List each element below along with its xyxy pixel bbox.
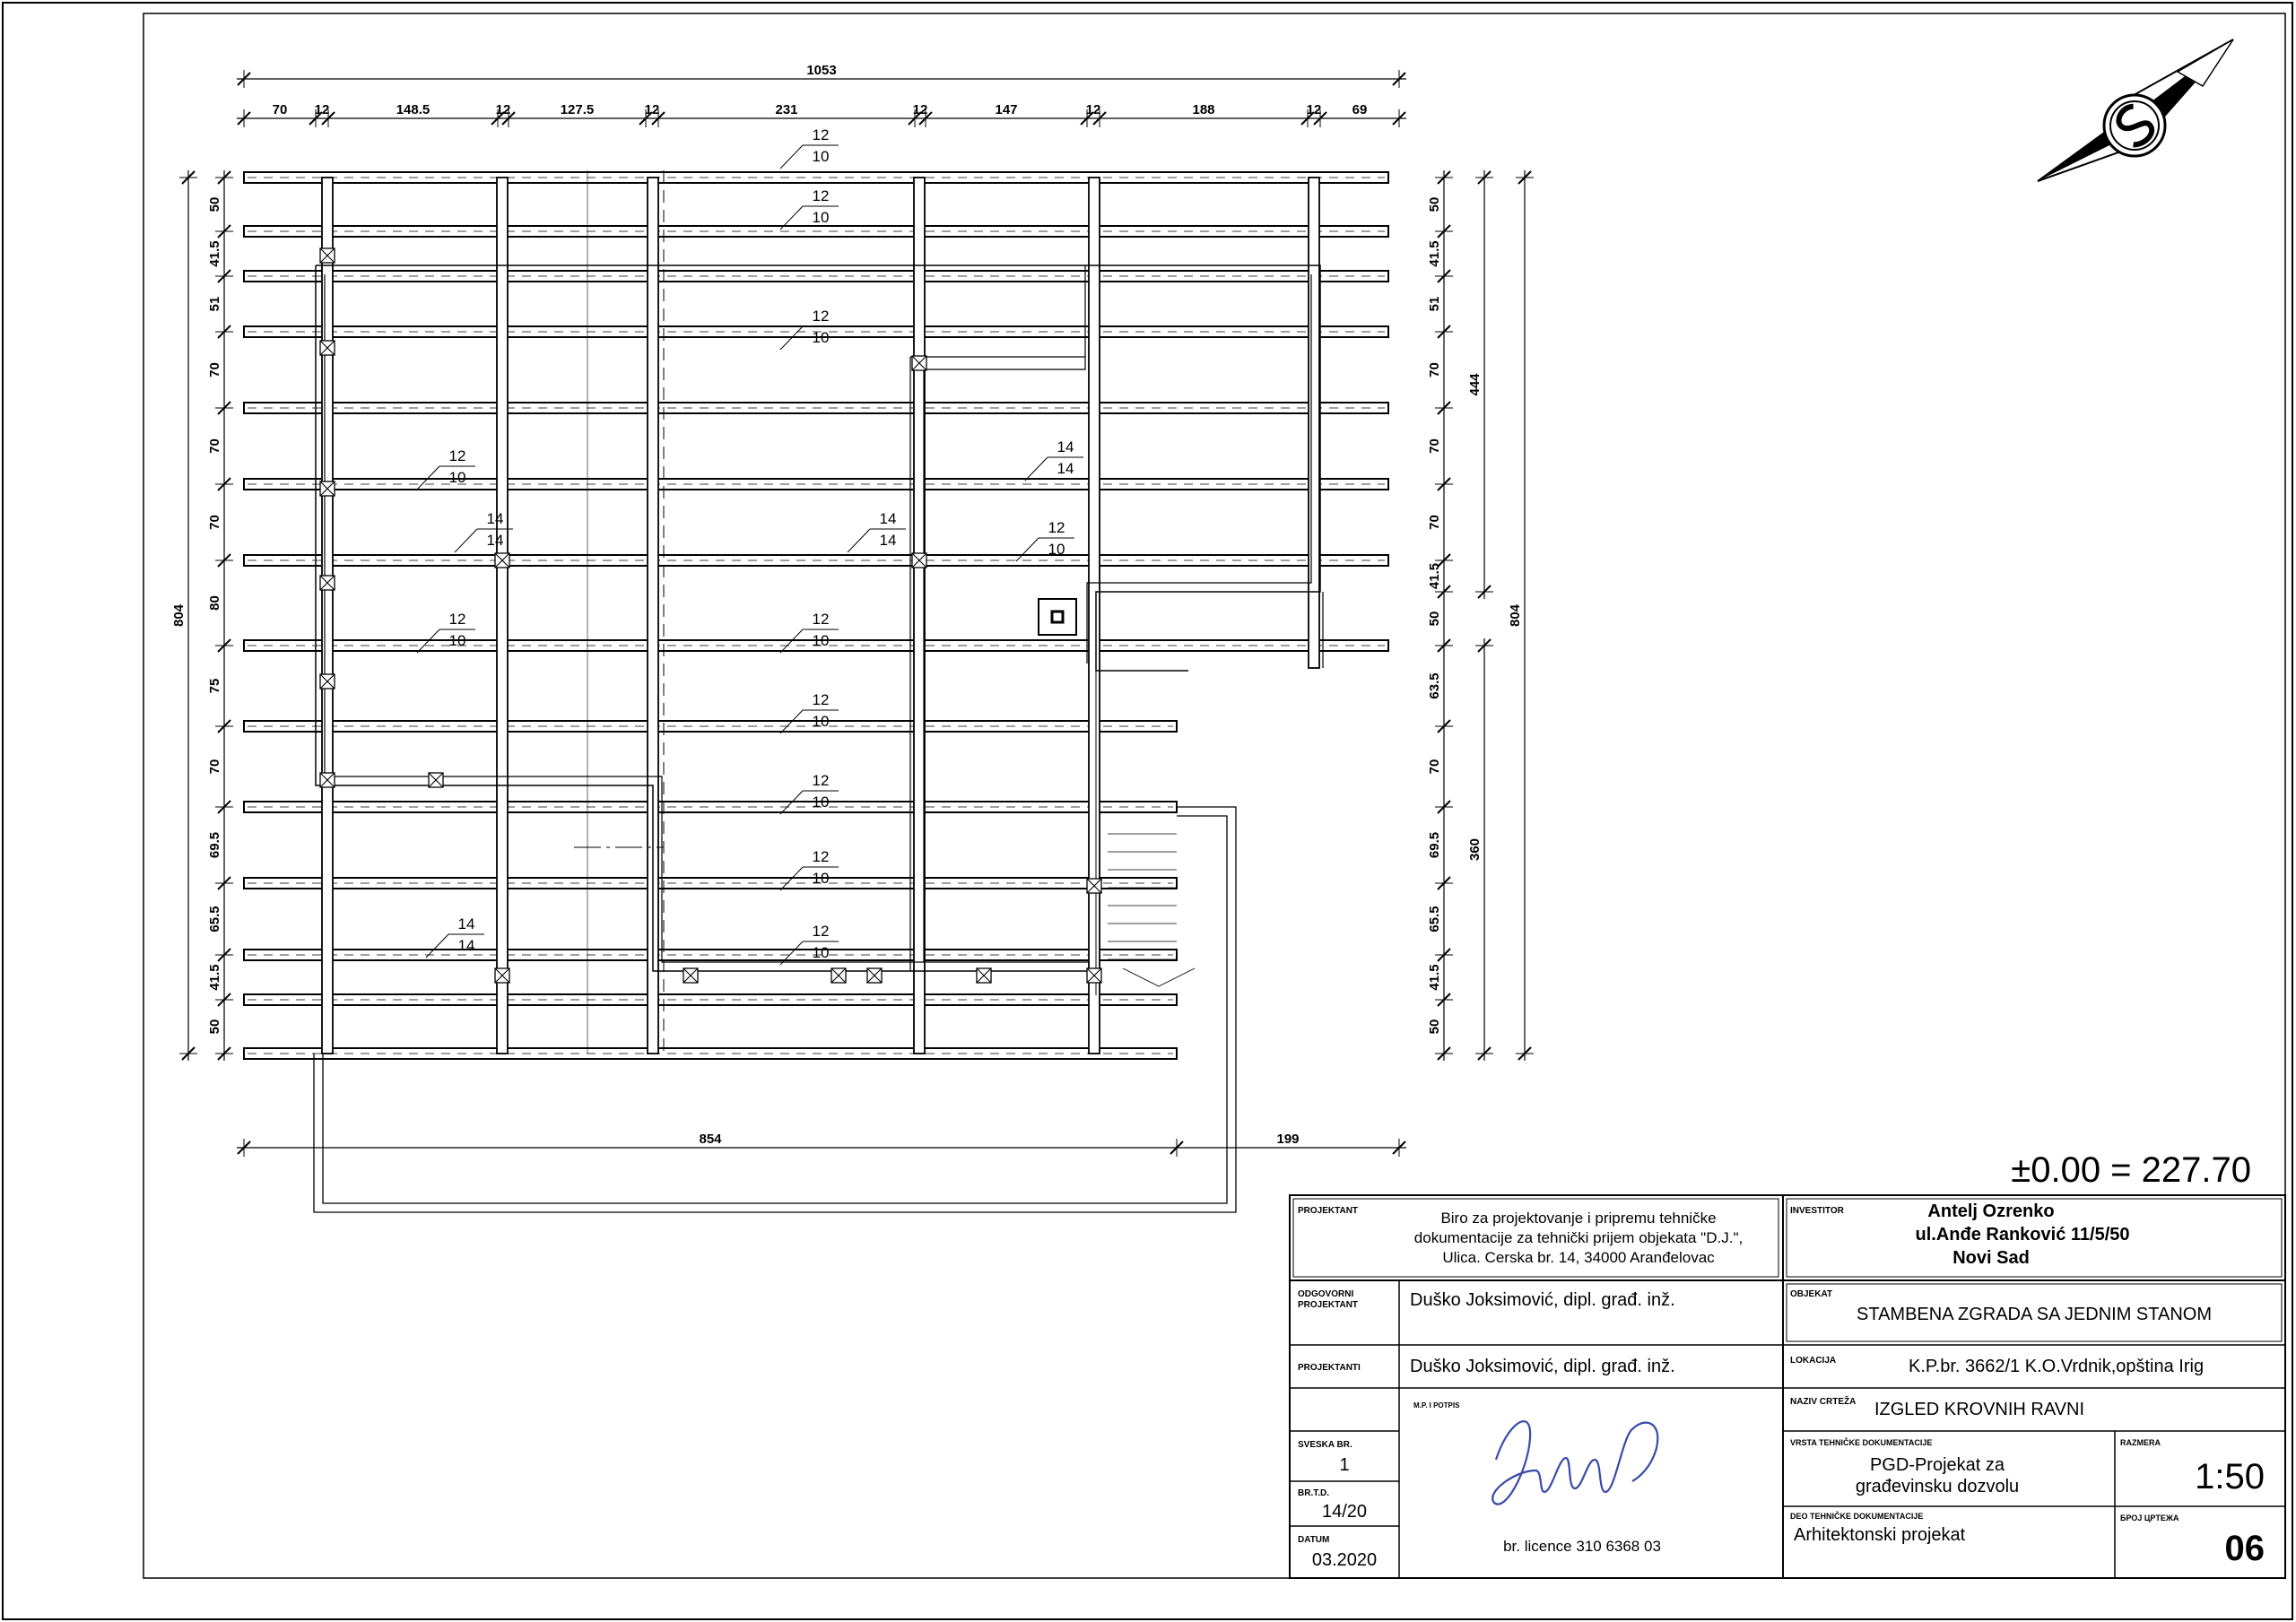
dim-top-seg-text: 12 (1306, 102, 1322, 117)
joist-label-leader (1025, 457, 1048, 481)
naziv-value: IZGLED KROVNIH RAVNI (1874, 1400, 2085, 1419)
joist-label-top: 12 (812, 126, 830, 143)
dim-left-seg-text: 70 (207, 515, 222, 530)
projektant-line-1: Biro za projektovanje i pripremu tehničke (1440, 1210, 1717, 1227)
odgovorni-value: Duško Joksimović, dipl. građ. inž. (1410, 1290, 1675, 1310)
north-arrow-logo-icon (2038, 39, 2233, 181)
post (497, 178, 508, 1054)
dim-left-seg-text: 65.5 (207, 906, 222, 932)
dim-right-seg-text: 41.5 (1427, 562, 1442, 590)
dim-right-seg-text: 65.5 (1427, 906, 1442, 932)
sveska-value: 1 (1339, 1455, 1350, 1475)
joist-label-bottom: 14 (486, 532, 504, 549)
joist-label-top: 12 (812, 848, 830, 865)
dim-right-seg-text: 70 (1427, 362, 1442, 377)
joist-label-top: 12 (812, 187, 830, 204)
dim-right-sub2-text: 360 (1467, 837, 1483, 862)
dim-right-seg-text: 50 (1427, 196, 1442, 213)
joist-label (848, 510, 906, 552)
deo-value: Arhitektonski projekat (1794, 1525, 1966, 1545)
joist-label-bottom: 14 (457, 937, 475, 954)
licence-number: br. licence 310 6368 03 (1503, 1538, 1661, 1555)
dim-left-seg-text: 50 (207, 1019, 222, 1035)
joist-label-bottom: 10 (812, 632, 830, 649)
joist-label-top: 12 (812, 611, 830, 628)
joist-label-top: 12 (448, 611, 466, 628)
objekat-label: OBJEKAT (1790, 1289, 1833, 1299)
dim-left-seg-text: 51 (207, 296, 222, 312)
wall-inner (325, 274, 1090, 962)
investitor-name: Antelj Ozrenko (1927, 1201, 2055, 1221)
dim-top-seg-text: 148.5 (396, 102, 430, 117)
post (914, 178, 925, 1054)
dim-top-seg-text: 188 (1192, 102, 1215, 117)
odgovorni-label-2: PROJEKTANT (1298, 1300, 1359, 1310)
projektant-line-3: Ulica. Cerska br. 14, 34000 Aranđelovac (1442, 1249, 1715, 1266)
post (1309, 178, 1319, 668)
joist-label-top: 14 (457, 915, 475, 932)
signature-image (1492, 1421, 1657, 1504)
dim-left-seg-text: 41.5 (207, 964, 222, 991)
stair-arrow (1123, 968, 1195, 986)
joist-label-bottom: 10 (812, 713, 830, 730)
joist-label-top: 12 (812, 691, 830, 708)
joist-label-leader (780, 145, 803, 169)
dim-top-seg-text: 147 (995, 102, 1018, 117)
dim-bottom-text: 854 (699, 1132, 722, 1147)
dim-top-seg-text: 12 (1085, 102, 1101, 117)
broj-label: БРОЈ ЦРТЕЖА (2120, 1514, 2179, 1522)
dim-left-seg-text: 50 (207, 196, 222, 213)
dim-right-seg-text: 50 (1427, 611, 1442, 627)
deo-label: DEO TEHNIČKE DOKUMENTACIJE (1790, 1512, 1924, 1521)
investitor-address: ul.Anđe Ranković 11/5/50 (1915, 1225, 2130, 1245)
dim-left-seg-text: 70 (207, 759, 222, 775)
dim-right-sub1-text: 444 (1467, 373, 1483, 396)
lokacija-label: LOKACIJA (1790, 1356, 1837, 1366)
dim-top-seg-text: 70 (272, 102, 288, 117)
vrsta-line-1: PGD-Projekat za (1869, 1455, 2005, 1475)
dim-right-seg-text: 41.5 (1427, 964, 1442, 991)
joist-label-leader (455, 529, 477, 552)
dim-top-seg-text: 127.5 (560, 102, 595, 117)
dim-left-seg-text: 80 (207, 595, 222, 611)
joist-label-bottom: 14 (879, 532, 897, 549)
dim-right-seg-text: 51 (1427, 296, 1442, 312)
joist-label-bottom: 10 (448, 469, 466, 486)
mp-label: M.P. I POTPIS (1413, 1401, 1460, 1409)
joist-label (780, 126, 839, 169)
lokacija-value: K.P.br. 3662/1 K.O.Vrdnik,opština Irig (1909, 1357, 2205, 1376)
broj-value: 06 (2224, 1529, 2265, 1568)
joist-label-leader (848, 529, 870, 552)
razmera-label: RAZMERA (2120, 1438, 2161, 1447)
dim-right-seg-text: 63.5 (1427, 672, 1442, 699)
joist-label-bottom: 10 (812, 148, 830, 165)
joist-label-top: 12 (812, 923, 830, 940)
projektanti-label: PROJEKTANTI (1298, 1363, 1361, 1373)
elevation-label: ±0.00 = 227.70 (2011, 1150, 2251, 1190)
projektant-line-2: dokumentacije za tehnički prijem objekata "D.J.", (1413, 1229, 1744, 1246)
joist-label (780, 187, 839, 230)
joist-label-top: 12 (1048, 519, 1065, 536)
dim-top-seg-text: 12 (912, 102, 928, 117)
dim-right-seg-text: 70 (1427, 438, 1442, 454)
projektant-label: PROJEKTANT (1298, 1206, 1359, 1216)
dim-right-seg-text: 41.5 (1427, 240, 1442, 267)
joist-label-bottom: 10 (812, 794, 830, 811)
vrsta-line-2: građevinsku dozvolu (1855, 1477, 2020, 1496)
dim-top-overall-text: 1053 (806, 63, 837, 78)
joist-label-bottom: 14 (1057, 460, 1074, 477)
joist-label (1025, 438, 1083, 481)
title-block-text (1298, 1201, 2265, 1570)
dim-bottom-text: 199 (1276, 1132, 1300, 1147)
dim-left-overall-text: 804 (171, 603, 187, 628)
dim-left-seg-text: 75 (207, 678, 222, 694)
vrsta-label: VRSTA TEHNIČKE DOKUMENTACIJE (1790, 1438, 1933, 1447)
dim-left-seg-text: 70 (207, 362, 222, 377)
dim-left-seg-text: 69.5 (207, 831, 222, 859)
brtd-value: 14/20 (1321, 1502, 1368, 1522)
naziv-label: NAZIV CRTEŽA (1790, 1397, 1857, 1407)
dim-left-seg-text: 41.5 (207, 240, 222, 267)
joist-labels (417, 126, 1083, 965)
dim-left-seg-text: 70 (207, 438, 222, 454)
dim-top-seg-text: 69 (1352, 102, 1368, 117)
sveska-label: SVESKA BR. (1298, 1440, 1352, 1450)
chimney-flue (1052, 612, 1063, 622)
dim-right-overall-text: 804 (1508, 603, 1523, 628)
joist-label-bottom: 10 (1048, 541, 1065, 558)
brtd-label: BR.T.D. (1298, 1488, 1329, 1498)
datum-label: DATUM (1298, 1535, 1330, 1545)
joist-label-top: 14 (879, 510, 897, 527)
dim-right-seg-text: 50 (1427, 1019, 1442, 1035)
projektanti-value: Duško Joksimović, dipl. građ. inž. (1410, 1357, 1675, 1376)
joist-label-bottom: 10 (448, 632, 466, 649)
dim-right-seg-text: 70 (1427, 759, 1442, 775)
dim-top-seg-text: 12 (495, 102, 511, 117)
inner-frame (144, 13, 2285, 1578)
dim-right-seg-text: 69.5 (1427, 831, 1442, 859)
investitor-city: Novi Sad (1952, 1248, 2030, 1268)
dim-right-seg-text: 70 (1427, 515, 1442, 530)
joist-label-bottom: 10 (812, 870, 830, 887)
dim-top-seg-text: 12 (644, 102, 660, 117)
datum-value: 03.2020 (1311, 1550, 1378, 1570)
dim-top-seg-text: 231 (775, 102, 798, 117)
odgovorni-label-1: ODGOVORNI (1298, 1289, 1354, 1299)
joist-label-top: 12 (812, 772, 830, 789)
joist-label-top: 12 (448, 447, 466, 464)
joist-label-top: 14 (486, 510, 504, 527)
joist-label-bottom: 10 (812, 209, 830, 226)
wall-outline (316, 265, 1099, 971)
razmera-value: 1:50 (2195, 1457, 2265, 1496)
post (1089, 178, 1100, 1054)
post (322, 178, 333, 1054)
objekat-value: STAMBENA ZGRADA SA JEDNIM STANOM (1857, 1305, 2212, 1324)
investitor-label: INVESTITOR (1790, 1206, 1844, 1216)
dim-top-seg-text: 12 (314, 102, 330, 117)
joist-label-bottom: 10 (812, 944, 830, 961)
joist-label-top: 12 (812, 308, 830, 325)
joist-label-top: 14 (1057, 438, 1074, 455)
joist-label-bottom: 10 (812, 329, 830, 346)
